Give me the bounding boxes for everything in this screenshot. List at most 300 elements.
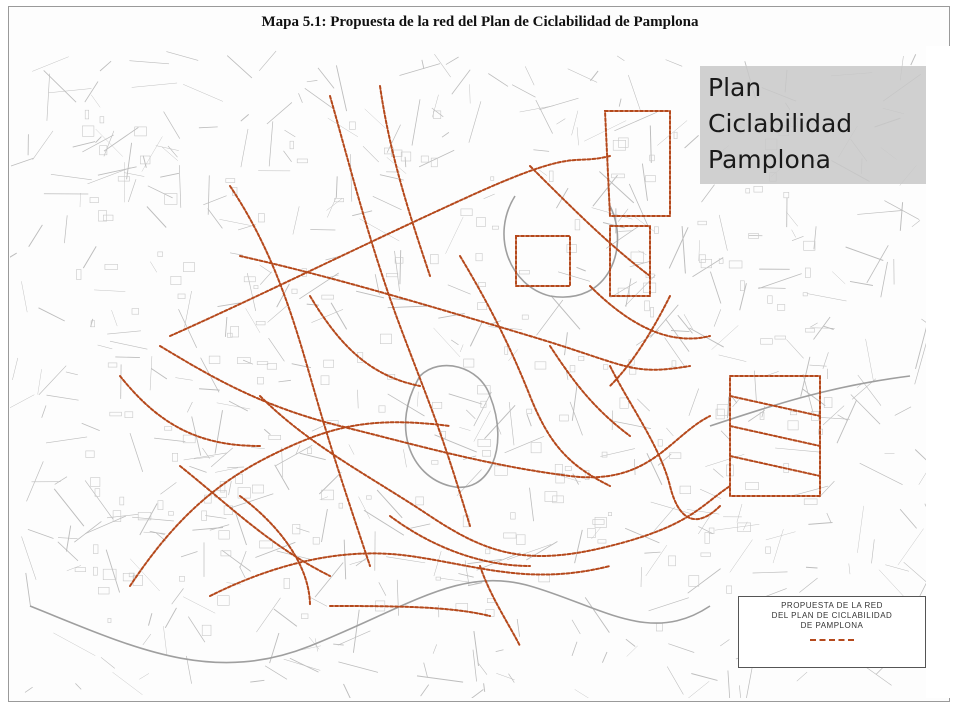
base-street xyxy=(139,673,149,679)
base-street xyxy=(208,209,223,229)
bike-route xyxy=(530,166,650,276)
base-block xyxy=(120,497,124,505)
river-outline xyxy=(30,581,710,663)
base-street xyxy=(250,680,264,682)
base-block xyxy=(803,293,807,296)
base-street xyxy=(536,100,553,134)
base-block xyxy=(705,533,710,544)
base-street xyxy=(419,150,454,167)
base-street xyxy=(449,394,483,404)
base-block xyxy=(579,356,584,360)
base-block xyxy=(504,533,516,538)
base-street xyxy=(424,663,428,678)
base-street xyxy=(150,262,157,273)
base-block xyxy=(108,618,111,622)
base-street xyxy=(143,156,146,168)
base-street xyxy=(799,578,817,593)
base-street xyxy=(691,674,717,681)
base-street xyxy=(322,509,328,542)
base-street xyxy=(417,392,418,407)
base-block xyxy=(379,406,385,412)
base-street xyxy=(617,56,624,61)
base-street xyxy=(356,557,368,566)
base-street xyxy=(872,539,875,563)
base-block xyxy=(324,360,334,367)
base-street xyxy=(10,253,17,264)
river-lines xyxy=(30,196,910,663)
base-street xyxy=(577,127,579,145)
base-street xyxy=(185,291,192,327)
base-street xyxy=(192,528,223,531)
base-street xyxy=(850,281,873,285)
base-street xyxy=(446,217,464,254)
base-street xyxy=(255,542,295,557)
base-block xyxy=(567,245,577,253)
base-block xyxy=(82,126,94,136)
base-street xyxy=(49,89,92,93)
base-street xyxy=(373,196,402,210)
base-street xyxy=(448,285,471,294)
base-street xyxy=(85,480,113,519)
base-street xyxy=(260,265,271,273)
base-block xyxy=(549,171,553,182)
base-block xyxy=(293,524,300,534)
base-block xyxy=(386,273,398,276)
base-street xyxy=(720,640,729,647)
base-street xyxy=(55,477,67,485)
base-block xyxy=(746,482,759,489)
base-street xyxy=(285,130,296,137)
base-street xyxy=(219,219,255,226)
base-street xyxy=(358,390,359,409)
base-street xyxy=(112,310,118,326)
base-street xyxy=(165,608,176,628)
base-street xyxy=(570,402,582,436)
base-street xyxy=(484,683,485,692)
base-street xyxy=(824,326,834,329)
base-street xyxy=(646,545,667,576)
base-street xyxy=(900,509,917,528)
base-street xyxy=(181,552,198,557)
base-street xyxy=(269,338,285,361)
base-block xyxy=(257,362,268,365)
base-street xyxy=(568,69,597,83)
base-street xyxy=(434,54,450,77)
base-block xyxy=(335,198,344,201)
base-block xyxy=(256,321,265,325)
base-block xyxy=(645,301,650,311)
base-block xyxy=(699,255,705,262)
overlay-line-1: Plan xyxy=(708,73,762,102)
base-street xyxy=(203,196,226,205)
base-street xyxy=(154,438,185,442)
base-block xyxy=(486,549,490,554)
base-block xyxy=(788,421,798,430)
base-street xyxy=(866,339,874,381)
base-street xyxy=(229,401,248,411)
base-block xyxy=(461,209,472,216)
base-street xyxy=(627,646,638,657)
base-block xyxy=(482,451,490,457)
base-block xyxy=(110,412,122,416)
base-street xyxy=(626,639,635,646)
base-street xyxy=(898,529,924,566)
base-street xyxy=(106,550,119,593)
base-block xyxy=(464,359,474,367)
base-street xyxy=(458,574,473,578)
base-block xyxy=(184,263,195,272)
base-street xyxy=(80,193,81,207)
base-street xyxy=(442,132,449,137)
base-street xyxy=(310,230,335,231)
base-street xyxy=(629,184,648,227)
base-street xyxy=(867,245,889,283)
base-block xyxy=(689,576,699,587)
bike-route xyxy=(240,496,310,606)
base-street xyxy=(837,400,857,443)
base-block xyxy=(495,466,508,475)
base-street xyxy=(39,366,66,395)
base-street xyxy=(333,644,344,645)
base-street xyxy=(649,598,689,611)
base-block xyxy=(629,369,636,375)
base-street xyxy=(344,540,346,580)
base-street xyxy=(199,389,220,390)
base-street xyxy=(349,444,354,454)
base-street xyxy=(318,68,334,89)
base-street xyxy=(832,272,845,284)
base-street xyxy=(433,644,437,653)
base-street xyxy=(299,93,303,103)
bike-route xyxy=(260,396,730,556)
base-street xyxy=(434,551,441,576)
base-street xyxy=(728,671,730,699)
base-block xyxy=(602,452,607,457)
base-block xyxy=(86,451,94,458)
base-street xyxy=(469,101,481,142)
base-street xyxy=(160,173,179,177)
legend-line-2: DEL PLAN DE CICLABILIDAD xyxy=(771,611,893,620)
base-street xyxy=(274,609,297,626)
base-block xyxy=(598,540,606,544)
base-street xyxy=(365,109,386,129)
base-block xyxy=(307,448,311,454)
base-street xyxy=(38,369,42,394)
base-block xyxy=(416,497,424,505)
base-block xyxy=(777,305,784,311)
legend-line-3: DE PAMPLONA xyxy=(800,621,864,630)
base-street xyxy=(215,468,238,473)
base-street xyxy=(67,565,81,570)
base-street xyxy=(359,497,371,519)
base-street xyxy=(25,687,33,692)
base-street xyxy=(575,530,583,563)
base-street xyxy=(150,356,152,390)
base-street xyxy=(684,314,693,329)
base-street xyxy=(300,453,326,460)
base-block xyxy=(804,241,815,250)
base-street xyxy=(403,449,406,467)
bike-route xyxy=(230,186,370,566)
base-street xyxy=(740,283,747,310)
base-block xyxy=(432,402,441,408)
base-street xyxy=(44,70,76,102)
base-street xyxy=(451,340,458,345)
base-street xyxy=(537,300,563,335)
base-block xyxy=(804,499,817,505)
base-block xyxy=(269,435,281,439)
base-block xyxy=(729,261,742,268)
base-street xyxy=(239,566,245,578)
base-street xyxy=(572,642,577,656)
base-street xyxy=(166,52,198,61)
base-street xyxy=(113,672,143,695)
base-block xyxy=(436,577,441,580)
base-street xyxy=(667,667,683,695)
base-street xyxy=(260,272,272,285)
bike-route xyxy=(330,606,490,616)
base-block xyxy=(784,192,789,198)
base-block xyxy=(178,294,185,299)
base-block xyxy=(75,568,86,572)
base-block xyxy=(477,218,486,227)
base-street xyxy=(702,185,715,203)
base-street xyxy=(526,542,557,561)
base-block xyxy=(646,175,656,181)
base-block xyxy=(727,586,732,593)
base-block xyxy=(297,159,307,163)
overlay-line-2: Ciclabilidad xyxy=(708,109,853,138)
base-street xyxy=(557,119,566,125)
base-street xyxy=(688,569,721,594)
base-street xyxy=(229,481,232,495)
base-street xyxy=(132,83,177,87)
base-street xyxy=(320,497,328,500)
base-block xyxy=(290,141,294,149)
base-street xyxy=(417,676,463,682)
base-street xyxy=(530,488,534,522)
base-street xyxy=(284,151,292,162)
base-street xyxy=(572,385,577,421)
bike-route xyxy=(210,553,610,596)
base-block xyxy=(575,220,580,230)
base-street xyxy=(104,127,138,151)
base-block xyxy=(98,587,109,594)
base-street xyxy=(666,60,683,67)
base-block xyxy=(171,276,181,284)
base-block xyxy=(555,464,562,474)
bike-route xyxy=(610,366,720,519)
base-street xyxy=(911,54,916,65)
base-block xyxy=(254,286,258,289)
base-street xyxy=(619,99,621,107)
base-block xyxy=(105,264,118,269)
base-block xyxy=(227,333,232,337)
base-block xyxy=(650,155,655,161)
base-street xyxy=(575,689,600,698)
bike-route xyxy=(610,296,670,386)
base-street xyxy=(819,417,850,419)
base-block xyxy=(565,466,571,470)
base-street xyxy=(775,448,820,452)
base-street xyxy=(83,246,96,268)
base-street xyxy=(786,340,803,359)
base-street xyxy=(143,634,151,645)
base-street xyxy=(689,389,699,416)
base-street xyxy=(227,467,244,468)
base-street xyxy=(650,507,675,535)
base-street xyxy=(577,267,586,271)
bike-route xyxy=(605,111,670,216)
base-block xyxy=(421,156,428,162)
base-block xyxy=(209,356,220,363)
base-street xyxy=(638,251,646,255)
base-street xyxy=(53,633,95,656)
base-block xyxy=(539,575,550,582)
base-street xyxy=(205,516,226,519)
base-street xyxy=(710,272,721,304)
base-street xyxy=(142,137,163,172)
base-block xyxy=(680,486,691,494)
base-street xyxy=(715,524,759,530)
base-block xyxy=(108,363,117,367)
base-street xyxy=(21,281,27,312)
base-street xyxy=(642,164,647,201)
base-block xyxy=(740,281,744,291)
base-street xyxy=(101,657,115,668)
base-block xyxy=(158,252,163,257)
base-street xyxy=(797,672,807,681)
base-street xyxy=(517,619,519,637)
base-street xyxy=(66,372,78,375)
bike-route xyxy=(170,156,610,336)
base-block xyxy=(738,523,751,532)
bike-route xyxy=(730,396,820,476)
base-street xyxy=(12,358,17,380)
base-street xyxy=(187,402,192,412)
base-street xyxy=(628,75,640,110)
base-street xyxy=(328,118,358,137)
base-street xyxy=(860,463,903,485)
base-block xyxy=(517,535,526,545)
base-street xyxy=(336,176,337,197)
base-block xyxy=(519,270,529,274)
base-street xyxy=(466,410,475,419)
base-street xyxy=(225,317,227,337)
base-street xyxy=(773,529,783,563)
base-street xyxy=(572,111,578,136)
base-block xyxy=(98,211,106,221)
base-street xyxy=(637,399,649,411)
base-street xyxy=(668,644,694,653)
base-block xyxy=(476,253,482,260)
base-street xyxy=(104,131,114,157)
base-street xyxy=(336,65,346,111)
base-street xyxy=(793,486,829,496)
bike-route xyxy=(516,236,570,286)
base-street xyxy=(163,626,166,654)
base-street xyxy=(397,580,398,616)
base-street xyxy=(881,262,888,297)
base-block xyxy=(349,122,355,129)
base-street xyxy=(687,681,709,698)
base-street xyxy=(54,489,84,526)
base-street xyxy=(331,303,347,330)
base-street xyxy=(307,80,318,81)
base-street xyxy=(551,296,580,330)
base-street xyxy=(412,99,420,145)
base-block xyxy=(613,140,625,150)
base-block xyxy=(631,252,644,262)
base-block xyxy=(766,547,771,554)
base-block xyxy=(492,226,498,229)
base-block xyxy=(478,303,487,310)
base-block xyxy=(656,623,662,631)
base-block xyxy=(618,138,628,147)
base-street xyxy=(284,659,321,670)
base-block xyxy=(77,270,82,280)
base-street xyxy=(512,85,535,98)
base-street xyxy=(593,175,618,206)
base-street xyxy=(353,610,359,653)
bike-route xyxy=(180,466,330,576)
base-street xyxy=(128,179,136,202)
base-street xyxy=(857,211,902,215)
base-street xyxy=(350,154,351,202)
base-block xyxy=(123,573,134,581)
base-block xyxy=(531,443,541,453)
base-street xyxy=(363,146,379,162)
base-street xyxy=(51,174,92,180)
base-block xyxy=(560,415,569,421)
base-street xyxy=(650,126,651,163)
base-street xyxy=(753,572,788,573)
base-block xyxy=(674,132,677,139)
base-street xyxy=(379,582,386,595)
base-street xyxy=(46,437,87,443)
base-street xyxy=(669,227,688,268)
base-block xyxy=(172,453,177,461)
base-block xyxy=(90,198,98,203)
base-street xyxy=(179,165,181,208)
base-street xyxy=(47,395,79,400)
base-block xyxy=(85,110,89,119)
base-block xyxy=(125,412,133,418)
bike-route xyxy=(380,86,430,276)
base-block xyxy=(292,289,297,293)
base-street xyxy=(58,538,78,539)
base-street xyxy=(806,567,818,568)
base-block xyxy=(165,427,172,431)
base-street xyxy=(885,565,909,572)
base-street xyxy=(311,598,327,607)
base-block xyxy=(701,259,712,268)
base-street xyxy=(73,142,95,148)
base-street xyxy=(208,175,209,214)
base-street xyxy=(149,613,152,625)
base-block xyxy=(258,214,264,222)
base-street xyxy=(265,666,287,680)
base-street xyxy=(641,567,642,587)
base-block xyxy=(158,501,163,510)
base-street xyxy=(479,663,488,674)
base-block xyxy=(103,215,113,221)
right-margin xyxy=(926,46,950,698)
base-block xyxy=(669,556,676,566)
base-block xyxy=(380,334,391,344)
bike-route xyxy=(390,516,530,566)
base-street xyxy=(82,423,100,430)
